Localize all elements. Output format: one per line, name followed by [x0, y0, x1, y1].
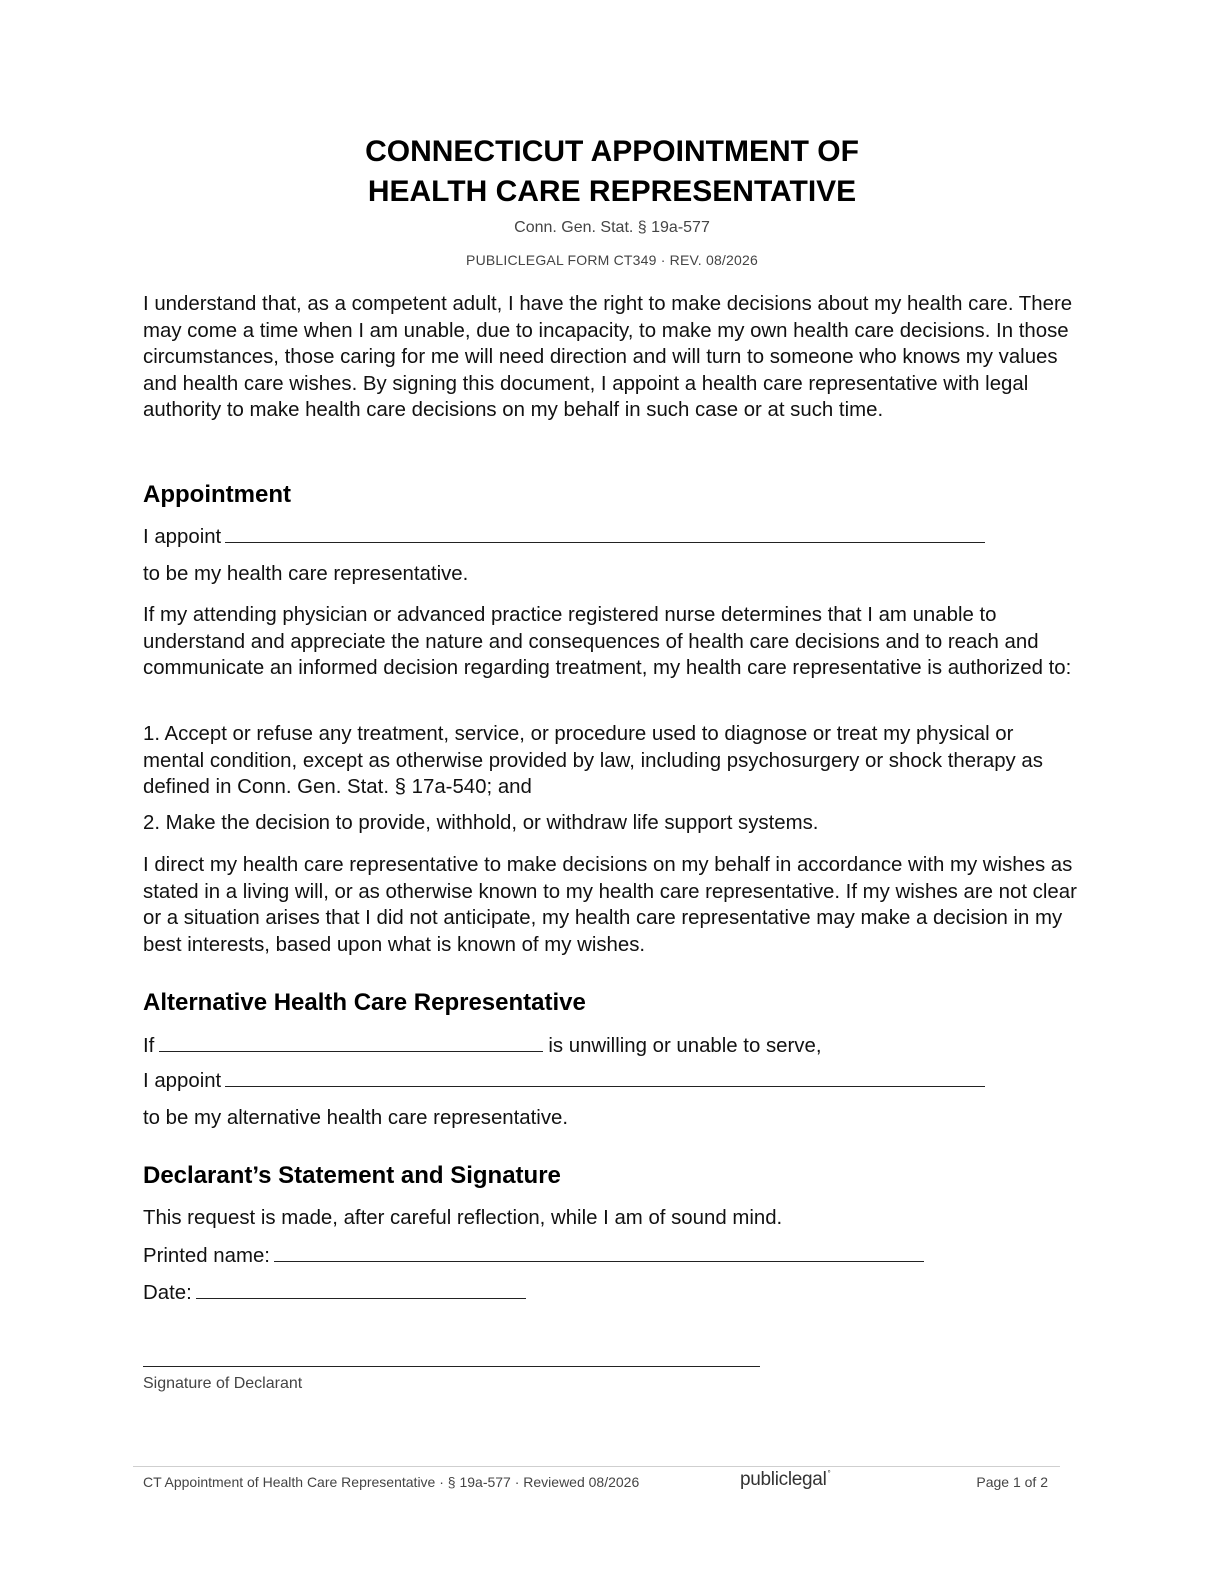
- authority-item-2: 2. Make the decision to provide, withhold, or withdraw life support systems.: [143, 812, 819, 834]
- direction-paragraph: I direct my health care representative to make decisions on my behalf in accordance with my wishes as stated in a living will, or as otherwise known to my health care representative. If my wishes are not clear or a situation arises that I did not anticipate, my health care representative may make a decision in my best interests, based upon what is known of my wishes.: [143, 854, 1077, 956]
- footer-document-info: CT Appointment of Health Care Representative · § 19a-577 · Reviewed 08/2026: [143, 1474, 640, 1490]
- date-label: Date:: [143, 1282, 192, 1304]
- document-title-line-2: HEALTH CARE REPRESENTATIVE: [367, 175, 857, 208]
- declarant-heading: Declarant’s Statement and Signature: [143, 1162, 561, 1189]
- authority-paragraph: If my attending physician or advanced practice registered nurse determines that I am unable to understand and appreciate the nature and consequences of health care decisions and to reach and communicate an informed decision regarding treatment, my health care representative is authorized to:: [143, 604, 1072, 679]
- alternative-appoint-label: I appoint: [143, 1070, 222, 1092]
- appoint-suffix: to be my health care representative.: [143, 563, 469, 585]
- printed-name-field[interactable]: [274, 1243, 924, 1262]
- footer-divider: [133, 1466, 1060, 1467]
- appointment-heading: Appointment: [143, 481, 291, 508]
- signature-label: Signature of Declarant: [143, 1375, 303, 1392]
- declarant-statement: This request is made, after careful reflection, while I am of sound mind.: [143, 1207, 783, 1229]
- printed-name-label: Printed name:: [143, 1245, 270, 1267]
- date-field[interactable]: [196, 1280, 526, 1299]
- authority-item-1: 1. Accept or refuse any treatment, service, or procedure used to diagnose or treat my physical or mental condition, except as otherwise provided by law, including psychosurgery or shock therapy as defined in Conn. Gen. Stat. § 17a-540; and: [143, 723, 1043, 798]
- date-line: [143, 1280, 526, 1306]
- alternative-if-line: [143, 1033, 822, 1059]
- publiclegal-logo: publiclegal°: [740, 1469, 831, 1490]
- representative-name-field[interactable]: [225, 524, 985, 543]
- printed-name-line: [143, 1243, 924, 1269]
- if-label: If: [143, 1035, 155, 1057]
- appoint-line: [143, 524, 985, 550]
- document-title-line-1: CONNECTICUT APPOINTMENT OF: [365, 135, 859, 168]
- alternative-representative-name-field[interactable]: [225, 1068, 985, 1087]
- alternative-heading: Alternative Health Care Representative: [143, 989, 586, 1016]
- logo-text: publiclegal: [740, 1469, 827, 1490]
- primary-representative-field[interactable]: [159, 1033, 543, 1052]
- intro-paragraph: I understand that, as a competent adult, I have the right to make decisions about my health care. There may come a time when I am unable, due to incapacity, to make my own health care decisions. In those circumstances, those caring for me will need direction and will turn to someone who knows my values and health care wishes. By signing this document, I appoint a health care representative with legal authority to make health care decisions on my behalf in such case or at such time.: [143, 293, 1073, 421]
- alternative-appoint-line: [143, 1068, 985, 1094]
- page-number: Page 1 of 2: [976, 1474, 1048, 1490]
- signature-field[interactable]: [143, 1366, 760, 1367]
- appoint-label: I appoint: [143, 526, 222, 548]
- form-number: PUBLICLEGAL FORM CT349 · REV. 08/2026: [466, 252, 758, 268]
- alternative-appoint-suffix: to be my alternative health care representative.: [143, 1107, 569, 1129]
- statute-citation: Conn. Gen. Stat. § 19a-577: [514, 219, 710, 236]
- if-suffix: is unwilling or unable to serve,: [548, 1035, 822, 1057]
